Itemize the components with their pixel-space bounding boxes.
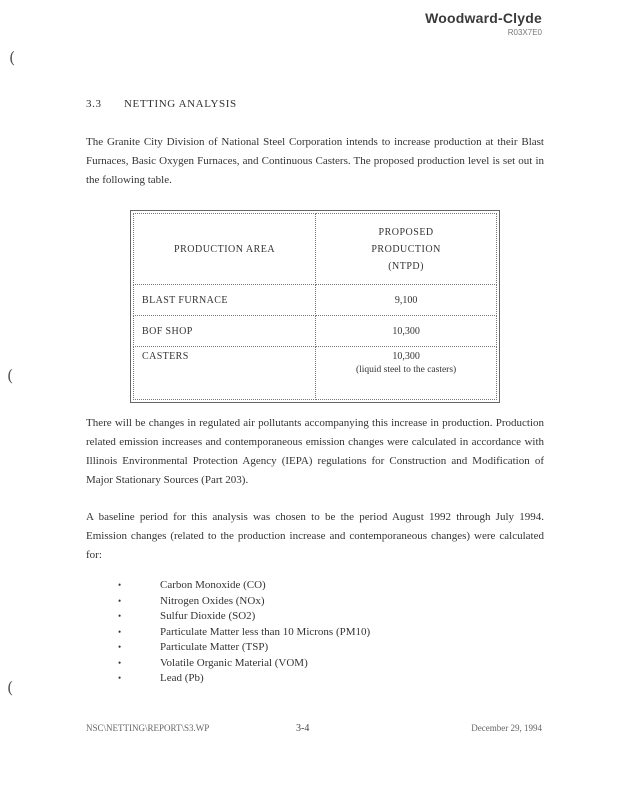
pollutant-text: Carbon Monoxide (CO)	[160, 579, 266, 591]
col-header-production-area: PRODUCTION AREA	[134, 214, 316, 285]
list-item	[118, 609, 370, 625]
cell-value: 9,100	[316, 285, 497, 316]
bullet-icon: •	[118, 595, 122, 606]
document-id: R03X7E0	[507, 28, 542, 37]
cell-note: (liquid steel to the casters)	[355, 365, 457, 375]
section-title: NETTING ANALYSIS	[124, 98, 237, 110]
footer-date: December 29, 1994	[471, 723, 542, 733]
pollutant-text: Particulate Matter (TSP)	[160, 641, 269, 653]
list-item	[118, 640, 370, 656]
list-item	[118, 671, 370, 687]
list-item	[118, 594, 370, 610]
section-number: 3.3	[86, 98, 102, 110]
pollutant-text: Sulfur Dioxide (SO2)	[160, 610, 256, 622]
emissions-paragraph: There will be changes in regulated air pollutants accompanying this increase in production. Production related emission increases and contemporaneous emission changes were calculated in accordance with Illinois Environmental Protection Agency (IEPA) regulations for Construction and Modification of Major Stationary Sources (Part 203).	[86, 417, 544, 486]
cell-area: CASTERS	[134, 347, 316, 400]
production-table	[130, 210, 500, 403]
col-header-proposed-production	[316, 214, 497, 285]
table-header-row	[134, 214, 497, 285]
baseline-paragraph: A baseline period for this analysis was chosen to be the period August 1992 through July 1994. Emission changes (related to the production increase and contemporaneous changes) were calculated for:	[86, 511, 544, 561]
bullet-icon: •	[118, 626, 122, 637]
cell-value: 10,300	[392, 351, 420, 362]
col-header-line: PROPOSED	[378, 226, 434, 238]
pollutant-text: Volatile Organic Material (VOM)	[160, 656, 308, 669]
bullet-icon: •	[118, 611, 122, 621]
table-row	[134, 285, 497, 316]
company-logo-text: Woodward-Clyde	[425, 10, 542, 26]
pollutant-list	[118, 578, 370, 687]
intro-paragraph: The Granite City Division of National Steel Corporation intends to increase production at their Blast Furnaces, Basic Oxygen Furnaces, and Continuous Casters. The proposed production level is set out in the following table.	[86, 136, 544, 186]
list-item	[118, 578, 370, 594]
section-heading	[86, 98, 237, 110]
margin-mark-bottom: (	[7, 678, 14, 697]
col-header-line: PRODUCTION	[371, 243, 441, 255]
col-header-line: (NTPD)	[388, 260, 424, 272]
list-item	[118, 656, 370, 672]
footer-page-number: 3-4	[296, 723, 310, 734]
bullet-icon: •	[118, 580, 122, 590]
pollutant-text: Lead (Pb)	[160, 672, 204, 684]
table-row	[134, 347, 497, 400]
list-item	[118, 625, 370, 641]
margin-mark-middle: (	[7, 366, 14, 385]
bullet-icon: •	[118, 673, 122, 683]
cell-area: BOF SHOP	[134, 316, 316, 347]
cell-value: 10,300	[316, 316, 497, 347]
cell-area: BLAST FURNACE	[134, 285, 316, 316]
bullet-icon: •	[118, 642, 122, 652]
table-row	[134, 316, 497, 347]
pollutant-text: Nitrogen Oxides (NOx)	[160, 594, 265, 607]
bullet-icon: •	[118, 657, 122, 668]
margin-mark-top: (	[9, 48, 16, 67]
footer-file-path: NSC\NETTING\REPORT\S3.WP	[86, 723, 210, 733]
cell-value-with-note	[316, 347, 497, 400]
pollutant-text: Particulate Matter less than 10 Microns (PM10)	[160, 625, 371, 638]
